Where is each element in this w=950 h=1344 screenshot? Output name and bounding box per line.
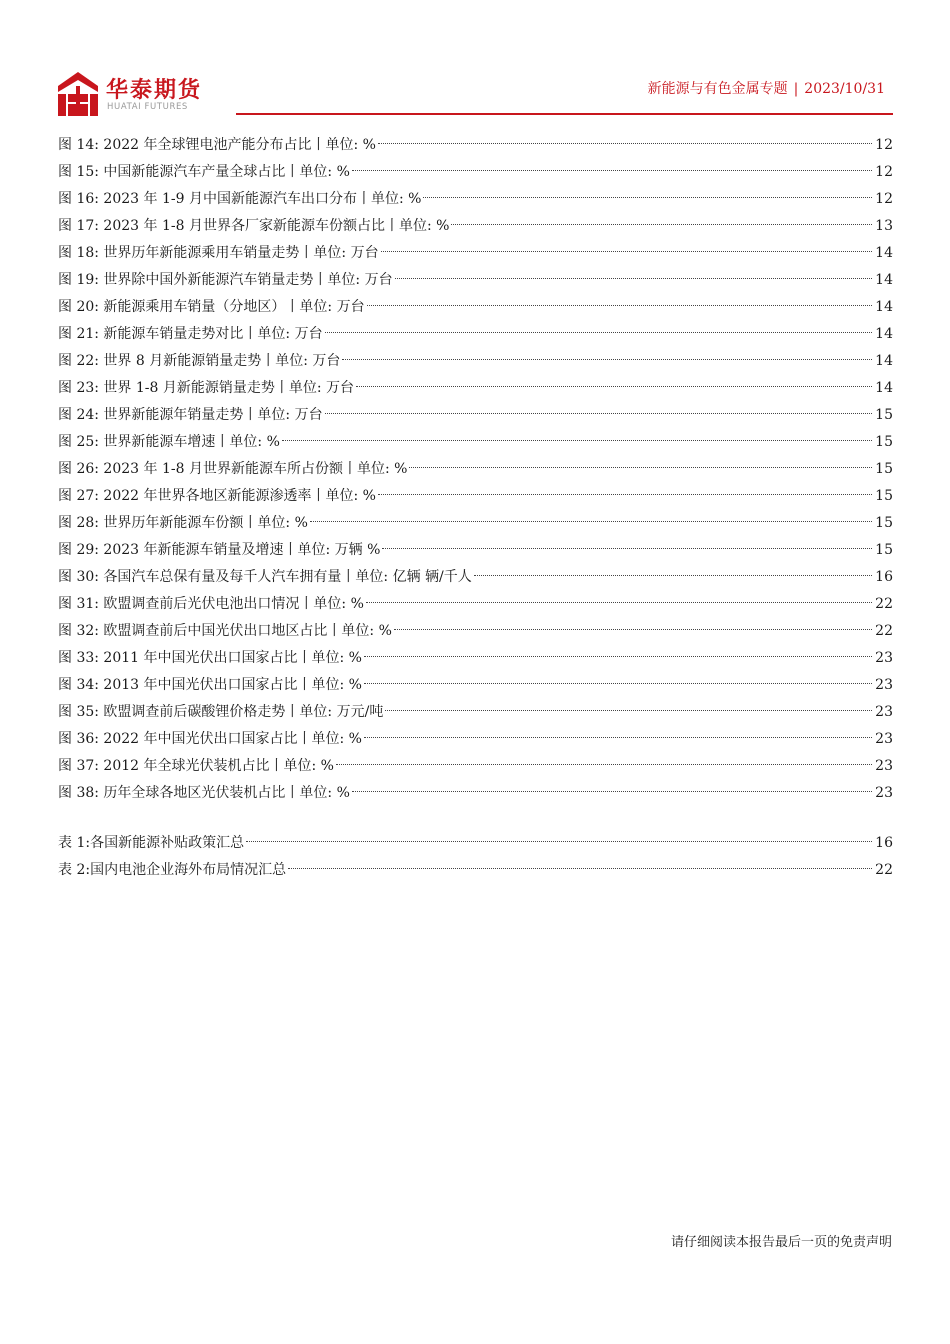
toc-page-number[interactable]: 14 [875,299,893,315]
toc-entry-title[interactable]: 图 15: 中国新能源汽车产量全球占比丨单位: % [58,164,350,180]
toc-figure-entry[interactable] [58,375,893,402]
dot-leader [367,305,873,306]
dot-leader [364,656,872,657]
dot-leader [382,548,872,549]
toc-entry-title[interactable]: 图 38: 历年全球各地区光伏装机占比丨单位: % [58,785,350,801]
toc-page-number[interactable]: 23 [875,650,893,666]
toc-page-number[interactable]: 22 [875,862,893,878]
toc-entry-title[interactable]: 图 19: 世界除中国外新能源汽车销量走势丨单位: 万台 [58,272,393,288]
dot-leader [364,683,872,684]
toc-figure-entry[interactable] [58,429,893,456]
toc-figure-entry[interactable] [58,726,893,753]
toc-figure-entry[interactable] [58,537,893,564]
dot-leader [378,143,872,144]
dot-leader [378,494,872,495]
dot-leader [325,332,873,333]
dot-leader [356,386,872,387]
dot-leader [451,224,872,225]
toc-entry-title[interactable]: 图 31: 欧盟调查前后光伏电池出口情况丨单位: % [58,596,364,612]
toc-entry-title[interactable]: 图 18: 世界历年新能源乘用车销量走势丨单位: 万台 [58,245,379,261]
header-separator: | [793,81,799,97]
toc-figure-entry[interactable] [58,186,893,213]
toc-page-number[interactable]: 22 [875,623,893,639]
toc-figure-entry[interactable] [58,267,893,294]
toc-page-number[interactable]: 12 [875,191,893,207]
toc-page-number[interactable]: 23 [875,731,893,747]
toc-page-number[interactable]: 14 [875,245,893,261]
toc-entry-title[interactable]: 图 14: 2022 年全球锂电池产能分布占比丨单位: % [58,137,376,153]
dot-leader [288,868,872,869]
toc-figure-entry[interactable] [58,213,893,240]
toc-page-number[interactable]: 16 [875,569,893,585]
dot-leader [395,278,873,279]
toc-entry-title[interactable]: 图 27: 2022 年世界各地区新能源渗透率丨单位: % [58,488,376,504]
toc-page-number[interactable]: 23 [875,704,893,720]
toc-figure-entry[interactable] [58,348,893,375]
dot-leader [352,170,872,171]
toc-page-number[interactable]: 15 [875,542,893,558]
company-logo [58,72,228,118]
toc-entry-title[interactable]: 图 25: 世界新能源车增速丨单位: % [58,434,280,450]
toc-figure-entry[interactable] [58,591,893,618]
header-divider [236,113,893,115]
toc-entry-title[interactable]: 图 29: 2023 年新能源车销量及增速丨单位: 万辆 % [58,542,381,558]
dot-leader [423,197,872,198]
toc-figure-entry[interactable] [58,159,893,186]
toc-entry-title[interactable]: 图 23: 世界 1-8 月新能源销量走势丨单位: 万台 [58,380,355,396]
toc-entry-title[interactable]: 图 20: 新能源乘用车销量（分地区）丨单位: 万台 [58,299,365,315]
dot-leader [409,467,872,468]
report-info [648,78,885,98]
toc-page-number[interactable]: 12 [875,164,893,180]
toc-entry-title[interactable]: 图 33: 2011 年中国光伏出口国家占比丨单位: % [58,650,362,666]
toc-figure-entry[interactable] [58,564,893,591]
dot-leader [336,764,872,765]
toc-page-number[interactable]: 15 [875,515,893,531]
dot-leader [474,575,872,576]
toc-figure-entry[interactable] [58,618,893,645]
report-title: 新能源与有色金属专题 [647,81,788,97]
toc-entry-title[interactable]: 图 30: 各国汽车总保有量及每千人汽车拥有量丨单位: 亿辆 辆/千人 [58,569,472,585]
toc-page-number[interactable]: 13 [875,218,893,234]
dot-leader [381,251,873,252]
toc-page-number[interactable]: 14 [875,326,893,342]
toc-entry-title[interactable]: 图 35: 欧盟调查前后碳酸锂价格走势丨单位: 万元/吨 [58,704,384,720]
dot-leader [385,710,872,711]
toc-entry-title[interactable]: 表 1:各国新能源补贴政策汇总 [58,835,245,851]
toc-page-number[interactable]: 23 [875,677,893,693]
toc-table-entry[interactable] [58,830,893,857]
toc-entry-title[interactable]: 图 17: 2023 年 1-8 月世界各厂家新能源车份额占比丨单位: % [58,218,450,234]
page-header [58,70,893,118]
figure-index [58,132,893,807]
toc-table-entry[interactable] [58,857,893,884]
toc-page-number[interactable]: 15 [875,488,893,504]
huatai-logo-icon [58,72,98,116]
dot-leader [310,521,872,522]
toc-entry-title[interactable]: 图 26: 2023 年 1-8 月世界新能源车所占份额丨单位: % [58,461,408,477]
toc-entry-title[interactable]: 图 21: 新能源车销量走势对比丨单位: 万台 [58,326,323,342]
logo-english-name: HUATAI FUTURES [107,102,188,112]
toc-entry-title[interactable]: 图 32: 欧盟调查前后中国光伏出口地区占比丨单位: % [58,623,392,639]
logo-chinese-name: 华泰期货 [106,78,203,103]
toc-entry-title[interactable]: 图 34: 2013 年中国光伏出口国家占比丨单位: % [58,677,362,693]
toc-entry-title[interactable]: 图 28: 世界历年新能源车份额丨单位: % [58,515,308,531]
toc-figure-entry[interactable] [58,753,893,780]
dot-leader [342,359,872,360]
toc-page-number[interactable]: 15 [875,407,893,423]
toc-page-number[interactable]: 16 [875,835,893,851]
footer-disclaimer: 请仔细阅读本报告最后一页的免责声明 [670,1235,892,1250]
toc-entry-title[interactable]: 图 22: 世界 8 月新能源销量走势丨单位: 万台 [58,353,341,369]
toc-figure-entry[interactable] [58,132,893,159]
toc-entry-title[interactable]: 图 16: 2023 年 1-9 月中国新能源汽车出口分布丨单位: % [58,191,422,207]
toc-figure-entry[interactable] [58,456,893,483]
dot-leader [246,841,872,842]
dot-leader [364,737,872,738]
toc-page-number[interactable]: 14 [875,353,893,369]
toc-entry-title[interactable]: 图 37: 2012 年全球光伏装机占比丨单位: % [58,758,334,774]
toc-entry-title[interactable]: 表 2:国内电池企业海外布局情况汇总 [58,862,287,878]
toc-page-number[interactable]: 23 [875,758,893,774]
toc-page-number[interactable]: 12 [875,137,893,153]
table-index [58,830,893,884]
toc-figure-entry[interactable] [58,240,893,267]
report-date: 2023/10/31 [804,81,885,97]
toc-figure-entry[interactable] [58,672,893,699]
toc-page-number[interactable]: 15 [875,461,893,477]
dot-leader [394,629,872,630]
toc-figure-entry[interactable] [58,294,893,321]
toc-entry-title[interactable]: 图 24: 世界新能源年销量走势丨单位: 万台 [58,407,323,423]
toc-figure-entry[interactable] [58,645,893,672]
dot-leader [366,602,872,603]
toc-figure-entry[interactable] [58,699,893,726]
dot-leader [325,413,873,414]
dot-leader [282,440,872,441]
toc-figure-entry[interactable] [58,780,893,807]
toc-figure-entry[interactable] [58,402,893,429]
toc-page-number[interactable]: 14 [875,380,893,396]
toc-figure-entry[interactable] [58,483,893,510]
toc-page-number[interactable]: 23 [875,785,893,801]
toc-figure-entry[interactable] [58,321,893,348]
toc-entry-title[interactable]: 图 36: 2022 年中国光伏出口国家占比丨单位: % [58,731,362,747]
toc-page-number[interactable]: 15 [875,434,893,450]
toc-figure-entry[interactable] [58,510,893,537]
dot-leader [352,791,872,792]
toc-page-number[interactable]: 14 [875,272,893,288]
toc-page-number[interactable]: 22 [875,596,893,612]
